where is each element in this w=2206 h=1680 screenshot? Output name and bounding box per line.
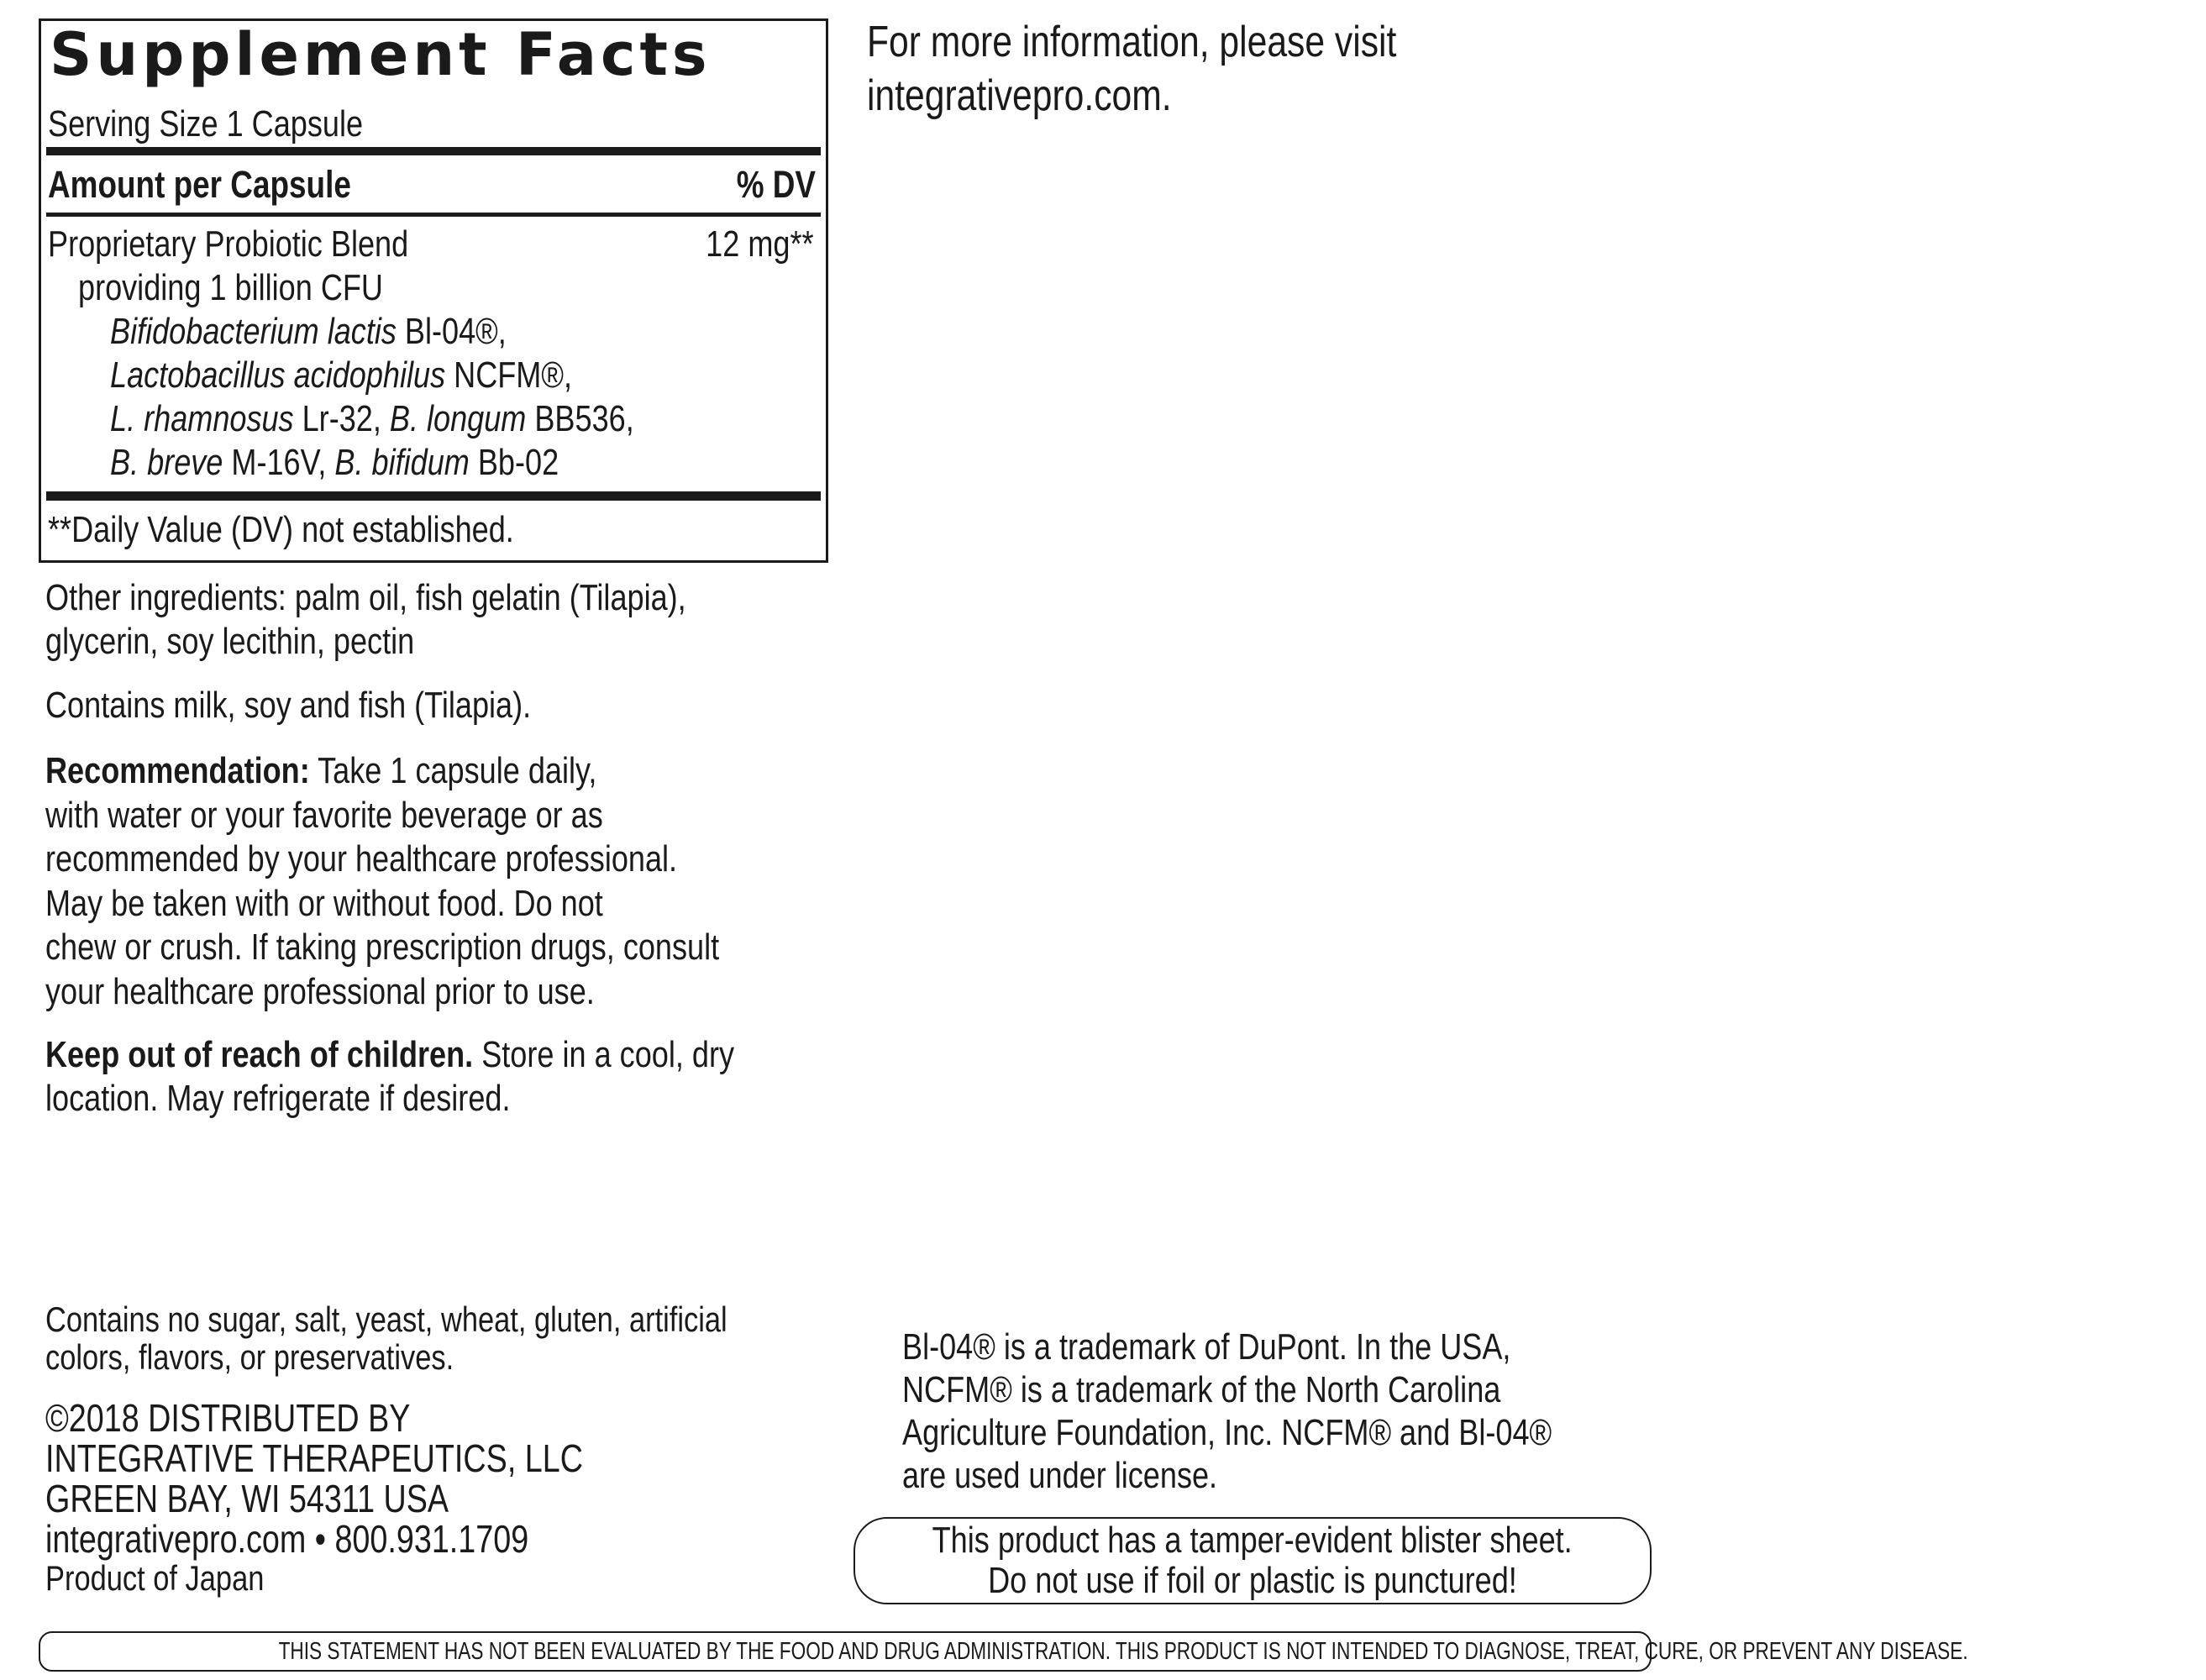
fda-disclaimer: THIS STATEMENT HAS NOT BEEN EVALUATED BY THE FOOD AND DRUG ADMINISTRATION. THIS PRODUCT IS NOT INTENDED TO DIAGNOSE, TREAT, CURE, OR PREVENT ANY DISEASE. [39, 1631, 1652, 1672]
dv-footnote: **Daily Value (DV) not established. [48, 509, 514, 550]
trademark-notice: Bl-04® is a trademark of DuPont. In the USA, NCFM® is a trademark of the North Carolina Agriculture Foundation, Inc. NCFM® and Bl-04® are used under license. [902, 1326, 1552, 1496]
distributor-info: ©2018 DISTRIBUTED BY INTEGRATIVE THERAPEUTICS, LLC GREEN BAY, WI 54311 USA integrativepro.com • 800.931.1709 Product of Japan [45, 1396, 583, 1598]
allergen-statement: Contains milk, soy and fish (Tilapia). [45, 685, 532, 726]
free-from-statement: Contains no sugar, salt, yeast, wheat, gluten, artificial colors, flavors, or preservatives. [45, 1299, 727, 1377]
facts-title: Supplement Facts [50, 20, 712, 89]
amount-header: Amount per Capsule [48, 163, 351, 206]
storage-warning: Keep out of reach of children. Store in a cool, dry location. May refrigerate if desired. [45, 1034, 735, 1119]
recommendation: Recommendation: Take 1 capsule daily, with water or your favorite beverage or as recommended by your healthcare professional. May be taken with or without food. Do not chew or crush. If taking prescription drugs, consult your healthcare professional prior to use. [45, 750, 720, 1012]
blend-cfu: providing 1 billion CFU [78, 267, 383, 308]
more-info-text: For more information, please visit integrativepro.com. [867, 18, 1397, 120]
divider-thick [46, 147, 821, 155]
serving-size: Serving Size 1 Capsule [48, 103, 364, 144]
tamper-evident-notice: This product has a tamper-evident blister sheet. Do not use if foil or plastic is punctured! [854, 1517, 1652, 1604]
strain-line: Lactobacillus acidophilus NCFM®, [110, 354, 572, 396]
strain-line: B. breve M-16V, B. bifidum Bb-02 [110, 442, 559, 483]
blend-block [48, 223, 749, 485]
dv-header: % DV [736, 163, 816, 206]
strain-line: L. rhamnosus Lr-32, B. longum BB536, [110, 398, 634, 439]
divider-thick [46, 491, 821, 501]
supplement-facts-panel [39, 18, 828, 563]
blend-name: Proprietary Probiotic Blend [48, 223, 409, 265]
divider-thin [46, 213, 821, 217]
strain-line: Bifidobacterium lactis Bl-04®, [110, 311, 507, 352]
other-ingredients: Other ingredients: palm oil, fish gelatin (Tilapia), glycerin, soy lecithin, pectin [45, 577, 686, 662]
blend-amount: 12 mg** [706, 223, 814, 265]
